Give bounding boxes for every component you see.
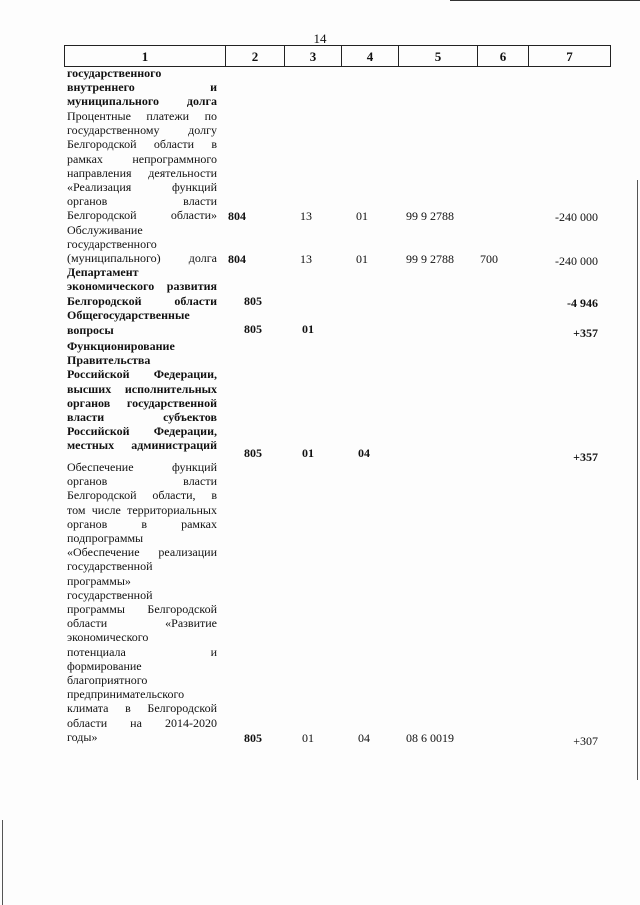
row-5-col-4: 04	[358, 731, 370, 745]
header-col-6: 6	[478, 46, 529, 66]
table-header	[64, 45, 611, 67]
text-block-3	[67, 265, 217, 309]
row-1-col-5: 99 9 2788	[406, 252, 454, 266]
row-5-col-3: 01	[302, 731, 314, 745]
text-line: Обеспечение функций	[67, 460, 217, 474]
text-line: вопросы	[67, 323, 114, 338]
text-block-0	[67, 66, 217, 109]
text-line: органов в рамках	[67, 516, 217, 531]
row-0-col-4: 01	[356, 209, 368, 223]
text-line: предпринимательского	[67, 687, 185, 702]
text-line: местных администраций	[67, 438, 217, 453]
text-line: Белгородской области в	[67, 137, 217, 152]
text-line: направления деятельности	[67, 165, 217, 180]
text-block-6	[67, 460, 217, 744]
row-3-col-2: 805	[244, 322, 262, 336]
row-1-col-6: 700	[480, 252, 498, 266]
text-line: Процентные платежи по	[67, 109, 217, 123]
row-1-col-2: 804	[228, 252, 246, 266]
text-block-4	[67, 308, 217, 337]
header-col-1: 1	[65, 46, 226, 66]
text-line: органов власти	[67, 474, 217, 489]
text-line: программы Белгородской	[67, 602, 217, 617]
text-line: государственной	[67, 559, 153, 574]
text-line: климата в Белгородской	[67, 701, 217, 716]
text-line: органов государственной	[67, 395, 217, 410]
text-line: Департамент	[67, 265, 139, 279]
row-5-col-5: 08 6 0019	[406, 731, 454, 745]
row-4-col-2: 805	[244, 446, 262, 460]
text-line: власти субъектов	[67, 410, 217, 425]
text-line: органов власти	[67, 194, 217, 209]
text-line: экономического	[67, 630, 149, 645]
row-3-col-7: +357	[573, 326, 598, 340]
row-5-col-7: +307	[573, 734, 598, 748]
text-line: годы»	[67, 729, 98, 744]
text-line: государственному долгу	[67, 123, 217, 138]
text-line: «Реализация функций	[67, 180, 217, 195]
text-line: (муниципального) долга	[67, 251, 217, 266]
text-line: Правительства	[67, 353, 151, 368]
row-0-col-7: -240 000	[555, 210, 598, 224]
row-4-col-4: 04	[358, 446, 370, 460]
row-0-col-5: 99 9 2788	[406, 209, 454, 223]
text-line: рамках непрограммного	[67, 151, 217, 166]
right-edge-line	[637, 180, 638, 780]
text-line: области на 2014-2020	[67, 715, 217, 730]
header-col-3: 3	[285, 46, 342, 66]
text-line: Белгородской области	[67, 294, 217, 309]
text-line: Российской Федерации,	[67, 367, 217, 382]
text-line: благоприятного	[67, 673, 148, 688]
text-line: внутреннего и	[67, 80, 217, 95]
text-block-5	[67, 339, 217, 453]
header-col-2: 2	[226, 46, 285, 66]
top-edge-line	[450, 0, 640, 1]
text-line: Белгородской области, в	[67, 488, 217, 503]
text-line: области «Развитие	[67, 616, 217, 631]
row-4-col-7: +357	[573, 450, 598, 464]
page-number: 14	[313, 31, 327, 46]
row-1-col-4: 01	[356, 252, 368, 266]
text-line: Функционирование	[67, 339, 175, 353]
row-0-col-2: 804	[228, 209, 246, 223]
text-line: муниципального долга	[67, 94, 217, 109]
text-line: Российской Федерации,	[67, 424, 217, 439]
row-5-col-2: 805	[244, 731, 262, 745]
text-line: государственного	[67, 237, 157, 252]
row-3-col-3: 01	[302, 322, 314, 336]
left-edge-line	[2, 820, 3, 905]
header-col-7: 7	[566, 49, 573, 64]
header-col-4: 4	[342, 46, 399, 66]
text-line: Белгородской области»	[67, 208, 217, 223]
text-line: том числе территориальных	[67, 502, 217, 517]
text-line: программы»	[67, 573, 131, 588]
text-block-1	[67, 109, 217, 223]
text-line: «Обеспечение реализации	[67, 545, 217, 560]
row-0-col-3: 13	[300, 209, 312, 223]
header-col-5: 5	[399, 46, 478, 66]
text-line: экономического развития	[67, 279, 217, 294]
row-1-col-3: 13	[300, 252, 312, 266]
text-line: высших исполнительных	[67, 381, 217, 396]
text-line: подпрограммы	[67, 531, 144, 546]
text-line: Общегосударственные	[67, 308, 190, 322]
text-line: государственной	[67, 587, 153, 602]
text-line: формирование	[67, 658, 142, 673]
text-block-2	[67, 223, 217, 266]
row-2-col-2: 805	[244, 294, 262, 308]
text-line: потенциала и	[67, 644, 217, 659]
text-line: Обслуживание	[67, 223, 143, 237]
row-4-col-3: 01	[302, 446, 314, 460]
text-line: государственного	[67, 66, 162, 80]
row-2-col-7: -4 946	[567, 296, 598, 310]
row-1-col-7: -240 000	[555, 254, 598, 268]
